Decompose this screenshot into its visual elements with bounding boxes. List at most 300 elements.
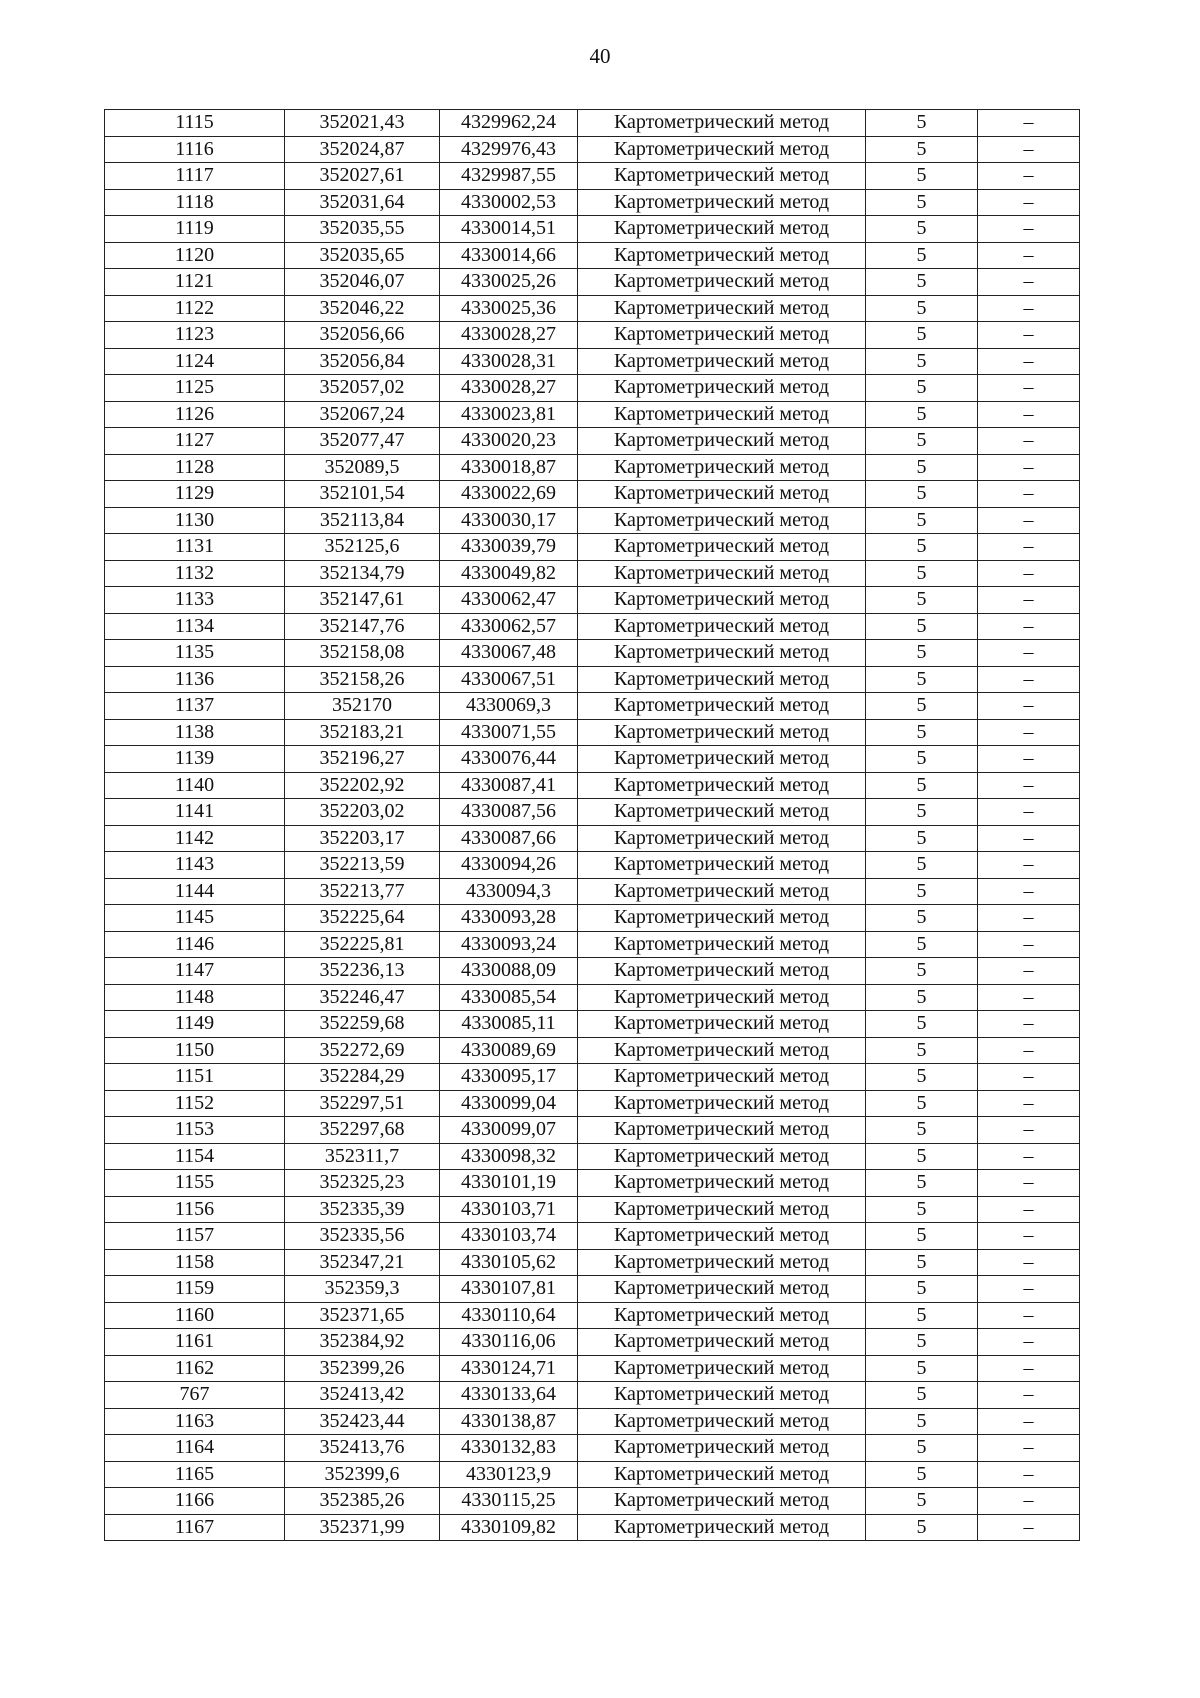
point-number-cell: 1153 [105, 1117, 285, 1144]
table-row [105, 295, 1080, 322]
accuracy-cell: 5 [866, 1408, 978, 1435]
y-coordinate-cell: 4330099,04 [440, 1090, 578, 1117]
table-row [105, 1408, 1080, 1435]
accuracy-cell: 5 [866, 428, 978, 455]
table-row [105, 1196, 1080, 1223]
y-coordinate-cell: 4330014,66 [440, 242, 578, 269]
accuracy-cell: 5 [866, 322, 978, 349]
point-number-cell: 1128 [105, 454, 285, 481]
x-coordinate-cell: 352311,7 [285, 1143, 440, 1170]
x-coordinate-cell: 352325,23 [285, 1170, 440, 1197]
y-coordinate-cell: 4330124,71 [440, 1355, 578, 1382]
accuracy-cell: 5 [866, 1090, 978, 1117]
point-number-cell: 1137 [105, 693, 285, 720]
x-coordinate-cell: 352347,21 [285, 1249, 440, 1276]
method-cell: Картометрический метод [578, 481, 866, 508]
point-number-cell: 1142 [105, 825, 285, 852]
point-number-cell: 1131 [105, 534, 285, 561]
y-coordinate-cell: 4330094,26 [440, 852, 578, 879]
accuracy-cell: 5 [866, 1276, 978, 1303]
method-cell: Картометрический метод [578, 348, 866, 375]
point-number-cell: 1166 [105, 1488, 285, 1515]
x-coordinate-cell: 352413,42 [285, 1382, 440, 1409]
accuracy-cell: 5 [866, 507, 978, 534]
method-cell: Картометрический метод [578, 163, 866, 190]
point-number-cell: 1146 [105, 931, 285, 958]
accuracy-cell: 5 [866, 878, 978, 905]
table-row [105, 693, 1080, 720]
point-number-cell: 1134 [105, 613, 285, 640]
note-cell: – [978, 693, 1080, 720]
point-number-cell: 1115 [105, 110, 285, 137]
y-coordinate-cell: 4330030,17 [440, 507, 578, 534]
table-row [105, 1488, 1080, 1515]
note-cell: – [978, 640, 1080, 667]
accuracy-cell: 5 [866, 1382, 978, 1409]
point-number-cell: 1120 [105, 242, 285, 269]
note-cell: – [978, 322, 1080, 349]
accuracy-cell: 5 [866, 693, 978, 720]
note-cell: – [978, 216, 1080, 243]
y-coordinate-cell: 4330138,87 [440, 1408, 578, 1435]
y-coordinate-cell: 4330087,56 [440, 799, 578, 826]
x-coordinate-cell: 352225,64 [285, 905, 440, 932]
method-cell: Картометрический метод [578, 878, 866, 905]
point-number-cell: 1132 [105, 560, 285, 587]
method-cell: Картометрический метод [578, 1355, 866, 1382]
x-coordinate-cell: 352046,22 [285, 295, 440, 322]
x-coordinate-cell: 352384,92 [285, 1329, 440, 1356]
accuracy-cell: 5 [866, 640, 978, 667]
note-cell: – [978, 852, 1080, 879]
x-coordinate-cell: 352024,87 [285, 136, 440, 163]
y-coordinate-cell: 4330022,69 [440, 481, 578, 508]
method-cell: Картометрический метод [578, 322, 866, 349]
point-number-cell: 1124 [105, 348, 285, 375]
method-cell: Картометрический метод [578, 1037, 866, 1064]
table-row [105, 428, 1080, 455]
note-cell: – [978, 269, 1080, 296]
note-cell: – [978, 1170, 1080, 1197]
y-coordinate-cell: 4330039,79 [440, 534, 578, 561]
y-coordinate-cell: 4330116,06 [440, 1329, 578, 1356]
accuracy-cell: 5 [866, 1170, 978, 1197]
y-coordinate-cell: 4330020,23 [440, 428, 578, 455]
method-cell: Картометрический метод [578, 375, 866, 402]
method-cell: Картометрический метод [578, 931, 866, 958]
table-row [105, 719, 1080, 746]
accuracy-cell: 5 [866, 931, 978, 958]
note-cell: – [978, 1329, 1080, 1356]
x-coordinate-cell: 352056,84 [285, 348, 440, 375]
accuracy-cell: 5 [866, 905, 978, 932]
point-number-cell: 1148 [105, 984, 285, 1011]
accuracy-cell: 5 [866, 1435, 978, 1462]
x-coordinate-cell: 352035,65 [285, 242, 440, 269]
note-cell: – [978, 1435, 1080, 1462]
method-cell: Картометрический метод [578, 1170, 866, 1197]
point-number-cell: 1136 [105, 666, 285, 693]
accuracy-cell: 5 [866, 1223, 978, 1250]
y-coordinate-cell: 4330110,64 [440, 1302, 578, 1329]
method-cell: Картометрический метод [578, 1064, 866, 1091]
x-coordinate-cell: 352113,84 [285, 507, 440, 534]
note-cell: – [978, 189, 1080, 216]
note-cell: – [978, 1090, 1080, 1117]
x-coordinate-cell: 352236,13 [285, 958, 440, 985]
accuracy-cell: 5 [866, 110, 978, 137]
point-number-cell: 1121 [105, 269, 285, 296]
table-row [105, 1435, 1080, 1462]
table-row [105, 534, 1080, 561]
method-cell: Картометрический метод [578, 1461, 866, 1488]
accuracy-cell: 5 [866, 560, 978, 587]
x-coordinate-cell: 352147,61 [285, 587, 440, 614]
x-coordinate-cell: 352213,59 [285, 852, 440, 879]
accuracy-cell: 5 [866, 269, 978, 296]
table-row [105, 1461, 1080, 1488]
point-number-cell: 1133 [105, 587, 285, 614]
note-cell: – [978, 1037, 1080, 1064]
method-cell: Картометрический метод [578, 454, 866, 481]
point-number-cell: 1163 [105, 1408, 285, 1435]
note-cell: – [978, 719, 1080, 746]
point-number-cell: 1123 [105, 322, 285, 349]
x-coordinate-cell: 352056,66 [285, 322, 440, 349]
point-number-cell: 1135 [105, 640, 285, 667]
method-cell: Картометрический метод [578, 1223, 866, 1250]
accuracy-cell: 5 [866, 136, 978, 163]
table-row [105, 189, 1080, 216]
method-cell: Картометрический метод [578, 269, 866, 296]
accuracy-cell: 5 [866, 1143, 978, 1170]
point-number-cell: 1140 [105, 772, 285, 799]
method-cell: Картометрический метод [578, 905, 866, 932]
method-cell: Картометрический метод [578, 984, 866, 1011]
point-number-cell: 1116 [105, 136, 285, 163]
method-cell: Картометрический метод [578, 1382, 866, 1409]
note-cell: – [978, 878, 1080, 905]
accuracy-cell: 5 [866, 1488, 978, 1515]
table-row [105, 1276, 1080, 1303]
accuracy-cell: 5 [866, 189, 978, 216]
x-coordinate-cell: 352021,43 [285, 110, 440, 137]
method-cell: Картометрический метод [578, 401, 866, 428]
accuracy-cell: 5 [866, 348, 978, 375]
x-coordinate-cell: 352170 [285, 693, 440, 720]
method-cell: Картометрический метод [578, 825, 866, 852]
y-coordinate-cell: 4330028,31 [440, 348, 578, 375]
accuracy-cell: 5 [866, 1037, 978, 1064]
y-coordinate-cell: 4330095,17 [440, 1064, 578, 1091]
x-coordinate-cell: 352371,99 [285, 1514, 440, 1541]
x-coordinate-cell: 352183,21 [285, 719, 440, 746]
x-coordinate-cell: 352246,47 [285, 984, 440, 1011]
table-row [105, 1090, 1080, 1117]
note-cell: – [978, 295, 1080, 322]
method-cell: Картометрический метод [578, 1143, 866, 1170]
method-cell: Картометрический метод [578, 560, 866, 587]
point-number-cell: 1122 [105, 295, 285, 322]
accuracy-cell: 5 [866, 375, 978, 402]
x-coordinate-cell: 352046,07 [285, 269, 440, 296]
table-row [105, 825, 1080, 852]
note-cell: – [978, 401, 1080, 428]
note-cell: – [978, 163, 1080, 190]
note-cell: – [978, 560, 1080, 587]
table-row [105, 1223, 1080, 1250]
x-coordinate-cell: 352297,68 [285, 1117, 440, 1144]
table-row [105, 1382, 1080, 1409]
x-coordinate-cell: 352031,64 [285, 189, 440, 216]
x-coordinate-cell: 352213,77 [285, 878, 440, 905]
table-row [105, 507, 1080, 534]
note-cell: – [978, 110, 1080, 137]
note-cell: – [978, 1064, 1080, 1091]
y-coordinate-cell: 4330028,27 [440, 375, 578, 402]
point-number-cell: 1144 [105, 878, 285, 905]
y-coordinate-cell: 4330103,71 [440, 1196, 578, 1223]
y-coordinate-cell: 4329976,43 [440, 136, 578, 163]
point-number-cell: 1127 [105, 428, 285, 455]
table-row [105, 666, 1080, 693]
table-row [105, 1037, 1080, 1064]
accuracy-cell: 5 [866, 1514, 978, 1541]
coordinates-table [104, 109, 1080, 1541]
table-row [105, 931, 1080, 958]
accuracy-cell: 5 [866, 401, 978, 428]
method-cell: Картометрический метод [578, 242, 866, 269]
note-cell: – [978, 454, 1080, 481]
point-number-cell: 1118 [105, 189, 285, 216]
note-cell: – [978, 534, 1080, 561]
method-cell: Картометрический метод [578, 428, 866, 455]
method-cell: Картометрический метод [578, 852, 866, 879]
table-row [105, 322, 1080, 349]
point-number-cell: 1141 [105, 799, 285, 826]
table-row [105, 746, 1080, 773]
accuracy-cell: 5 [866, 613, 978, 640]
x-coordinate-cell: 352067,24 [285, 401, 440, 428]
y-coordinate-cell: 4330002,53 [440, 189, 578, 216]
method-cell: Картометрический метод [578, 958, 866, 985]
point-number-cell: 1160 [105, 1302, 285, 1329]
table-row [105, 242, 1080, 269]
method-cell: Картометрический метод [578, 1090, 866, 1117]
note-cell: – [978, 1011, 1080, 1038]
point-number-cell: 1130 [105, 507, 285, 534]
x-coordinate-cell: 352297,51 [285, 1090, 440, 1117]
point-number-cell: 1126 [105, 401, 285, 428]
x-coordinate-cell: 352202,92 [285, 772, 440, 799]
method-cell: Картометрический метод [578, 1011, 866, 1038]
table-row [105, 1117, 1080, 1144]
y-coordinate-cell: 4330062,57 [440, 613, 578, 640]
note-cell: – [978, 1249, 1080, 1276]
point-number-cell: 1155 [105, 1170, 285, 1197]
point-number-cell: 1143 [105, 852, 285, 879]
x-coordinate-cell: 352359,3 [285, 1276, 440, 1303]
accuracy-cell: 5 [866, 1355, 978, 1382]
note-cell: – [978, 613, 1080, 640]
note-cell: – [978, 481, 1080, 508]
point-number-cell: 1139 [105, 746, 285, 773]
accuracy-cell: 5 [866, 587, 978, 614]
method-cell: Картометрический метод [578, 1514, 866, 1541]
table-row [105, 772, 1080, 799]
note-cell: – [978, 1408, 1080, 1435]
x-coordinate-cell: 352196,27 [285, 746, 440, 773]
point-number-cell: 1167 [105, 1514, 285, 1541]
accuracy-cell: 5 [866, 825, 978, 852]
accuracy-cell: 5 [866, 1196, 978, 1223]
note-cell: – [978, 1514, 1080, 1541]
accuracy-cell: 5 [866, 295, 978, 322]
y-coordinate-cell: 4330093,24 [440, 931, 578, 958]
accuracy-cell: 5 [866, 216, 978, 243]
x-coordinate-cell: 352335,56 [285, 1223, 440, 1250]
point-number-cell: 1156 [105, 1196, 285, 1223]
note-cell: – [978, 1117, 1080, 1144]
y-coordinate-cell: 4330123,9 [440, 1461, 578, 1488]
table-row [105, 640, 1080, 667]
method-cell: Картометрический метод [578, 746, 866, 773]
y-coordinate-cell: 4330103,74 [440, 1223, 578, 1250]
table-row [105, 136, 1080, 163]
table-row [105, 613, 1080, 640]
x-coordinate-cell: 352203,02 [285, 799, 440, 826]
x-coordinate-cell: 352203,17 [285, 825, 440, 852]
x-coordinate-cell: 352125,6 [285, 534, 440, 561]
y-coordinate-cell: 4329987,55 [440, 163, 578, 190]
method-cell: Картометрический метод [578, 295, 866, 322]
method-cell: Картометрический метод [578, 136, 866, 163]
x-coordinate-cell: 352335,39 [285, 1196, 440, 1223]
accuracy-cell: 5 [866, 1011, 978, 1038]
table-row [105, 269, 1080, 296]
note-cell: – [978, 1382, 1080, 1409]
accuracy-cell: 5 [866, 1064, 978, 1091]
x-coordinate-cell: 352027,61 [285, 163, 440, 190]
table-row [105, 481, 1080, 508]
x-coordinate-cell: 352147,76 [285, 613, 440, 640]
point-number-cell: 1151 [105, 1064, 285, 1091]
x-coordinate-cell: 352101,54 [285, 481, 440, 508]
point-number-cell: 1147 [105, 958, 285, 985]
method-cell: Картометрический метод [578, 189, 866, 216]
point-number-cell: 1149 [105, 1011, 285, 1038]
y-coordinate-cell: 4330067,48 [440, 640, 578, 667]
x-coordinate-cell: 352423,44 [285, 1408, 440, 1435]
method-cell: Картометрический метод [578, 666, 866, 693]
table-row [105, 905, 1080, 932]
note-cell: – [978, 905, 1080, 932]
y-coordinate-cell: 4330088,09 [440, 958, 578, 985]
y-coordinate-cell: 4330099,07 [440, 1117, 578, 1144]
method-cell: Картометрический метод [578, 1302, 866, 1329]
table-row [105, 1143, 1080, 1170]
y-coordinate-cell: 4330018,87 [440, 454, 578, 481]
y-coordinate-cell: 4330132,83 [440, 1435, 578, 1462]
note-cell: – [978, 746, 1080, 773]
y-coordinate-cell: 4330105,62 [440, 1249, 578, 1276]
method-cell: Картометрический метод [578, 1408, 866, 1435]
point-number-cell: 1125 [105, 375, 285, 402]
y-coordinate-cell: 4330101,19 [440, 1170, 578, 1197]
method-cell: Картометрический метод [578, 216, 866, 243]
point-number-cell: 1152 [105, 1090, 285, 1117]
x-coordinate-cell: 352134,79 [285, 560, 440, 587]
table-row [105, 348, 1080, 375]
y-coordinate-cell: 4330028,27 [440, 322, 578, 349]
table-row [105, 110, 1080, 137]
point-number-cell: 1154 [105, 1143, 285, 1170]
accuracy-cell: 5 [866, 984, 978, 1011]
note-cell: – [978, 1488, 1080, 1515]
note-cell: – [978, 428, 1080, 455]
table-row [105, 1355, 1080, 1382]
table-row [105, 1064, 1080, 1091]
table-row [105, 216, 1080, 243]
table-row [105, 1302, 1080, 1329]
accuracy-cell: 5 [866, 852, 978, 879]
accuracy-cell: 5 [866, 534, 978, 561]
note-cell: – [978, 825, 1080, 852]
x-coordinate-cell: 352272,69 [285, 1037, 440, 1064]
table-row [105, 560, 1080, 587]
note-cell: – [978, 1143, 1080, 1170]
method-cell: Картометрический метод [578, 640, 866, 667]
table-row [105, 984, 1080, 1011]
note-cell: – [978, 1355, 1080, 1382]
accuracy-cell: 5 [866, 958, 978, 985]
accuracy-cell: 5 [866, 666, 978, 693]
note-cell: – [978, 1302, 1080, 1329]
y-coordinate-cell: 4330087,41 [440, 772, 578, 799]
note-cell: – [978, 1223, 1080, 1250]
note-cell: – [978, 375, 1080, 402]
y-coordinate-cell: 4330025,26 [440, 269, 578, 296]
table-row [105, 1011, 1080, 1038]
y-coordinate-cell: 4330069,3 [440, 693, 578, 720]
x-coordinate-cell: 352035,55 [285, 216, 440, 243]
note-cell: – [978, 587, 1080, 614]
method-cell: Картометрический метод [578, 799, 866, 826]
y-coordinate-cell: 4330071,55 [440, 719, 578, 746]
note-cell: – [978, 507, 1080, 534]
x-coordinate-cell: 352089,5 [285, 454, 440, 481]
method-cell: Картометрический метод [578, 534, 866, 561]
accuracy-cell: 5 [866, 163, 978, 190]
y-coordinate-cell: 4330107,81 [440, 1276, 578, 1303]
method-cell: Картометрический метод [578, 1329, 866, 1356]
method-cell: Картометрический метод [578, 1249, 866, 1276]
table-row [105, 375, 1080, 402]
note-cell: – [978, 348, 1080, 375]
note-cell: – [978, 1276, 1080, 1303]
note-cell: – [978, 984, 1080, 1011]
page-number: 40 [589, 44, 611, 68]
table-row [105, 1329, 1080, 1356]
table-body [105, 110, 1080, 1541]
y-coordinate-cell: 4330025,36 [440, 295, 578, 322]
table-row [105, 1170, 1080, 1197]
accuracy-cell: 5 [866, 1461, 978, 1488]
note-cell: – [978, 1461, 1080, 1488]
y-coordinate-cell: 4330098,32 [440, 1143, 578, 1170]
point-number-cell: 1157 [105, 1223, 285, 1250]
table-row [105, 799, 1080, 826]
